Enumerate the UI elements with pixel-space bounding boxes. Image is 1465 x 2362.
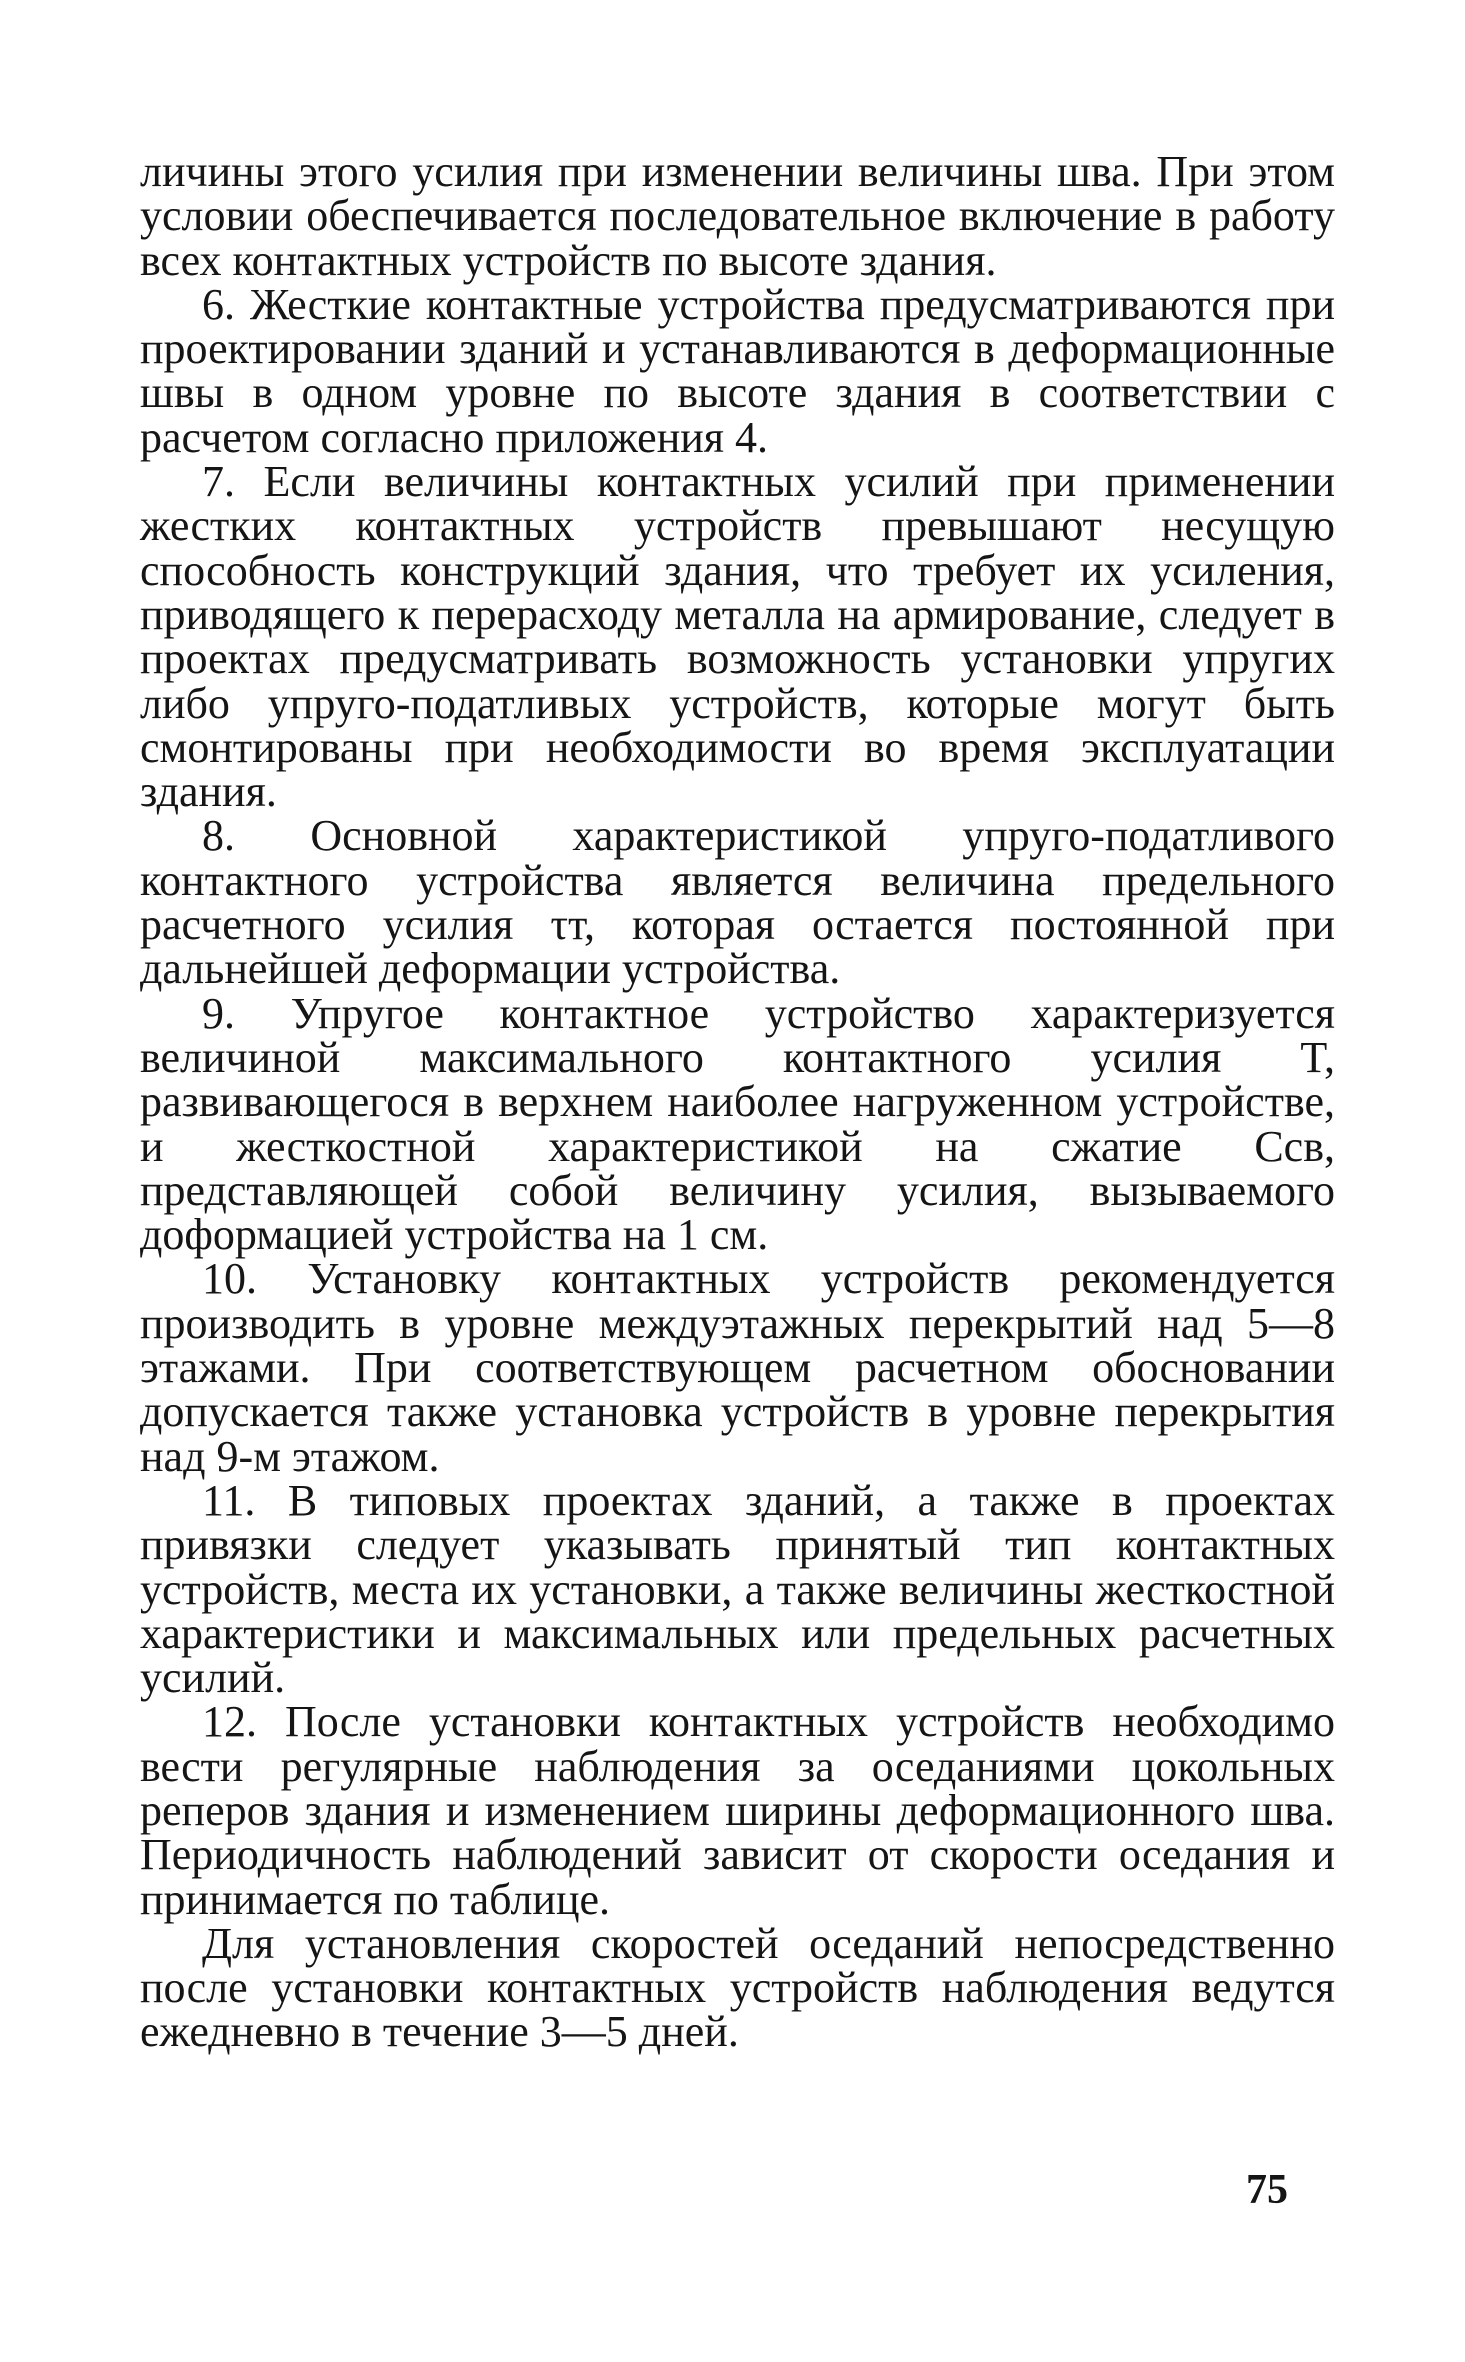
paragraph-item-11: 11. В типовых проектах зданий, а также в проектах привязки следует указывать принятый тип контактных устройств, места их установки, а также величины жесткостной характеристики и максимальных или предельных расчетных усилий. (140, 1475, 1335, 1703)
paragraph-item-6: 6. Жесткие контактные устройства предусматриваются при проектировании зданий и устанавливаются в деформационные швы в одном уровне по высоте здания в соответствии с расчетом согласно приложения 4. (140, 279, 1335, 462)
paragraph-item-10: 10. Установку контактных устройств рекомендуется производить в уровне междуэтажных перекрытий над 5—8 этажами. При соответствующем расчетном обосновании допускается также установка устройств в уровне перекрытия над 9-м этажом. (140, 1254, 1335, 1481)
page-body (140, 147, 1335, 2057)
paragraph-continuation: личины этого усилия при изменении величины шва. При этом условии обеспечивается последовательное включение в работу всех контактных устройств по высоте здания. (140, 147, 1335, 285)
page-number: 75 (1246, 2167, 1288, 2213)
paragraph-item-7: 7. Если величины контактных усилий при применении жестких контактных устройств превышают несущую способность конструкций здания, что требует их усиления, приводящего к перерасходу металла на армирование, следует в проектах предусматривать возможность установки упругих либо упруго-податливых устройств, которые могут быть смонтированы при необходимости во время эксплуатации здания. (140, 457, 1335, 817)
paragraph-item-8: 8. Основной характеристикой упруго-податливого контактного устройства является величина предельного расчетного усилия τт, которая остается постоянной при дальнейшей деформации устройства. (140, 811, 1335, 994)
paragraph-item-9: 9. Упругое контактное устройство характеризуется величиной максимального контактного усилия T, развивающегося в верхнем наиболее нагруженном устройстве, и жесткостной характеристикой на сжатие Cсв, представляющей собой величину усилия, вызываемого доформацией устройства на 1 см. (140, 988, 1335, 1260)
paragraph-observation-note: Для установления скоростей оседаний непосредственно после установки контактных устройств наблюдения ведутся ежедневно в течение 3—5 дней. (140, 1918, 1335, 2057)
paragraph-item-12: 12. После установки контактных устройств необходимо вести регулярные наблюдения за оседаниями цокольных реперов здания и изменением ширины деформационного шва. Периодичность наблюдений зависит от скорости оседания и принимается по таблице. (140, 1697, 1335, 1924)
